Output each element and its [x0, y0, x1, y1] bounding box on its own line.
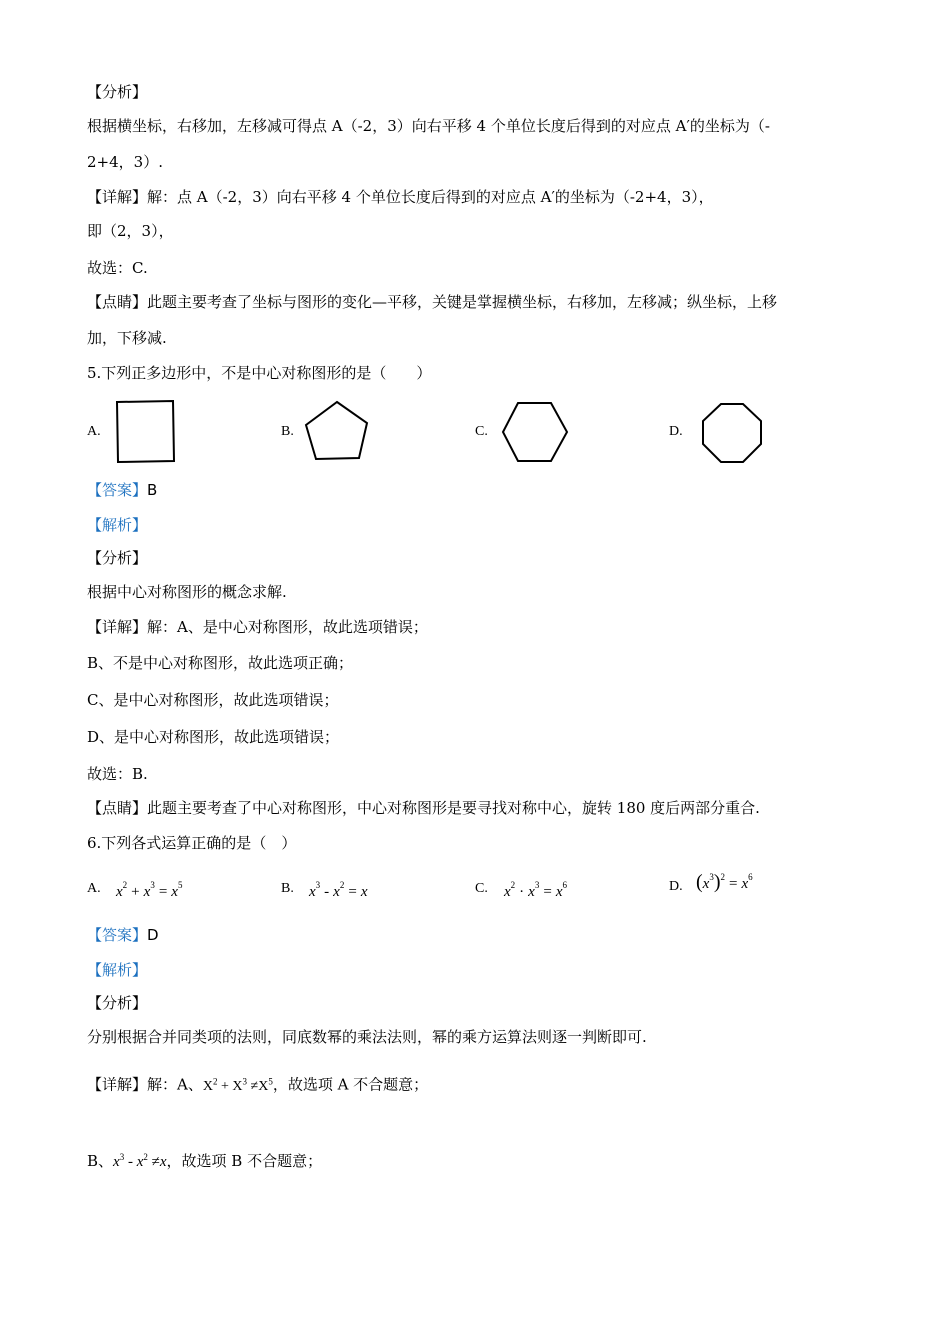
answer-tag: 【答案】 — [87, 926, 148, 944]
comment-1: 【点睛】此题主要考查了坐标与图形的变化—平移，关键是掌握横坐标，右移加，左移减；纵坐标，上移 — [87, 293, 778, 311]
q6-option-a-label: A. — [87, 881, 101, 896]
answer-value: B — [147, 481, 158, 499]
q6-option-b-label: B. — [281, 881, 294, 896]
q5-analysis-tag: 【分析】 — [87, 549, 148, 567]
q5-detail-4: D、是中心对称图形，故此选项错误； — [87, 728, 340, 746]
q5-comment: 【点睛】此题主要考查了中心对称图形，中心对称图形是要寻找对称中心，旋转 180 度后两部分重合. — [87, 799, 760, 817]
pentagon-icon — [302, 399, 372, 463]
square-icon — [113, 399, 177, 465]
q6-jiexi-tag: 【解析】 — [87, 961, 148, 979]
comment-2: 加，下移减. — [87, 329, 167, 347]
q5-detail-1: 【详解】解：A、是中心对称图形，故此选项错误； — [87, 618, 428, 636]
q5-detail-2: B、不是中心对称图形，故此选项正确； — [87, 654, 354, 672]
q5-option-d-label: D. — [669, 424, 683, 439]
q5-choose: 故选：B. — [87, 765, 148, 783]
q6-detail-a: 【详解】解：A、$X^2 + X^3 \ne X^5$，故选项 A 不合题意； — [87, 1075, 429, 1094]
q6-option-d-label: D. — [669, 879, 683, 894]
q5-detail-3: C、是中心对称图形，故此选项错误； — [87, 691, 339, 709]
detail-text: 【详解】解：点 A（-2，3）向右平移 4 个单位长度后得到的对应点 A′的坐标为（-2+4，3）， — [87, 188, 714, 206]
q5-analysis: 根据中心对称图形的概念求解. — [87, 583, 287, 601]
q6-option-c-formula: $x^2 \cdot x^3 = x^6$ — [504, 880, 567, 900]
q5-option-a-label: A. — [87, 424, 101, 439]
analysis-text-1: 根据横坐标，右移加，左移减可得点 A（-2，3）向右平移 4 个单位长度后得到的对应点 A′的坐标为（- — [87, 117, 770, 135]
answer-value: D — [147, 926, 159, 944]
q6-option-d-formula: $(x^3)^2 = x^6$ — [696, 871, 753, 893]
q6-option-c-label: C. — [475, 881, 488, 896]
question-6-stem: 6.下列各式运算正确的是（ ） — [87, 834, 297, 852]
q5-jiexi-tag: 【解析】 — [87, 516, 148, 534]
q6-option-a-formula: $x^2 + x^3 = x^5$ — [116, 880, 183, 900]
analysis-heading: 【分析】 — [87, 83, 148, 101]
octagon-icon — [699, 401, 765, 467]
analysis-text-2: 2+4，3）. — [87, 153, 163, 171]
q6-analysis-tag: 【分析】 — [87, 994, 148, 1012]
q6-option-b-formula: $x^3 - x^2 = x$ — [309, 880, 368, 900]
choose-text: 故选：C. — [87, 259, 148, 277]
q6-detail-b: B、$x^3 - x^2 \ne x$，故选项 B 不合题意； — [87, 1152, 323, 1170]
q5-option-b-label: B. — [281, 424, 294, 439]
q6-analysis: 分别根据合并同类项的法则，同底数幂的乘法法则，幂的乘方运算法则逐一判断即可. — [87, 1028, 647, 1046]
q5-answer — [87, 480, 157, 500]
answer-tag: 【答案】 — [87, 481, 148, 499]
hexagon-icon — [500, 400, 570, 464]
q6-answer — [87, 925, 159, 945]
question-5-stem: 5.下列正多边形中，不是中心对称图形的是（ ） — [87, 364, 432, 382]
detail-text-2: 即（2，3）， — [87, 222, 174, 240]
q5-option-c-label: C. — [475, 424, 488, 439]
